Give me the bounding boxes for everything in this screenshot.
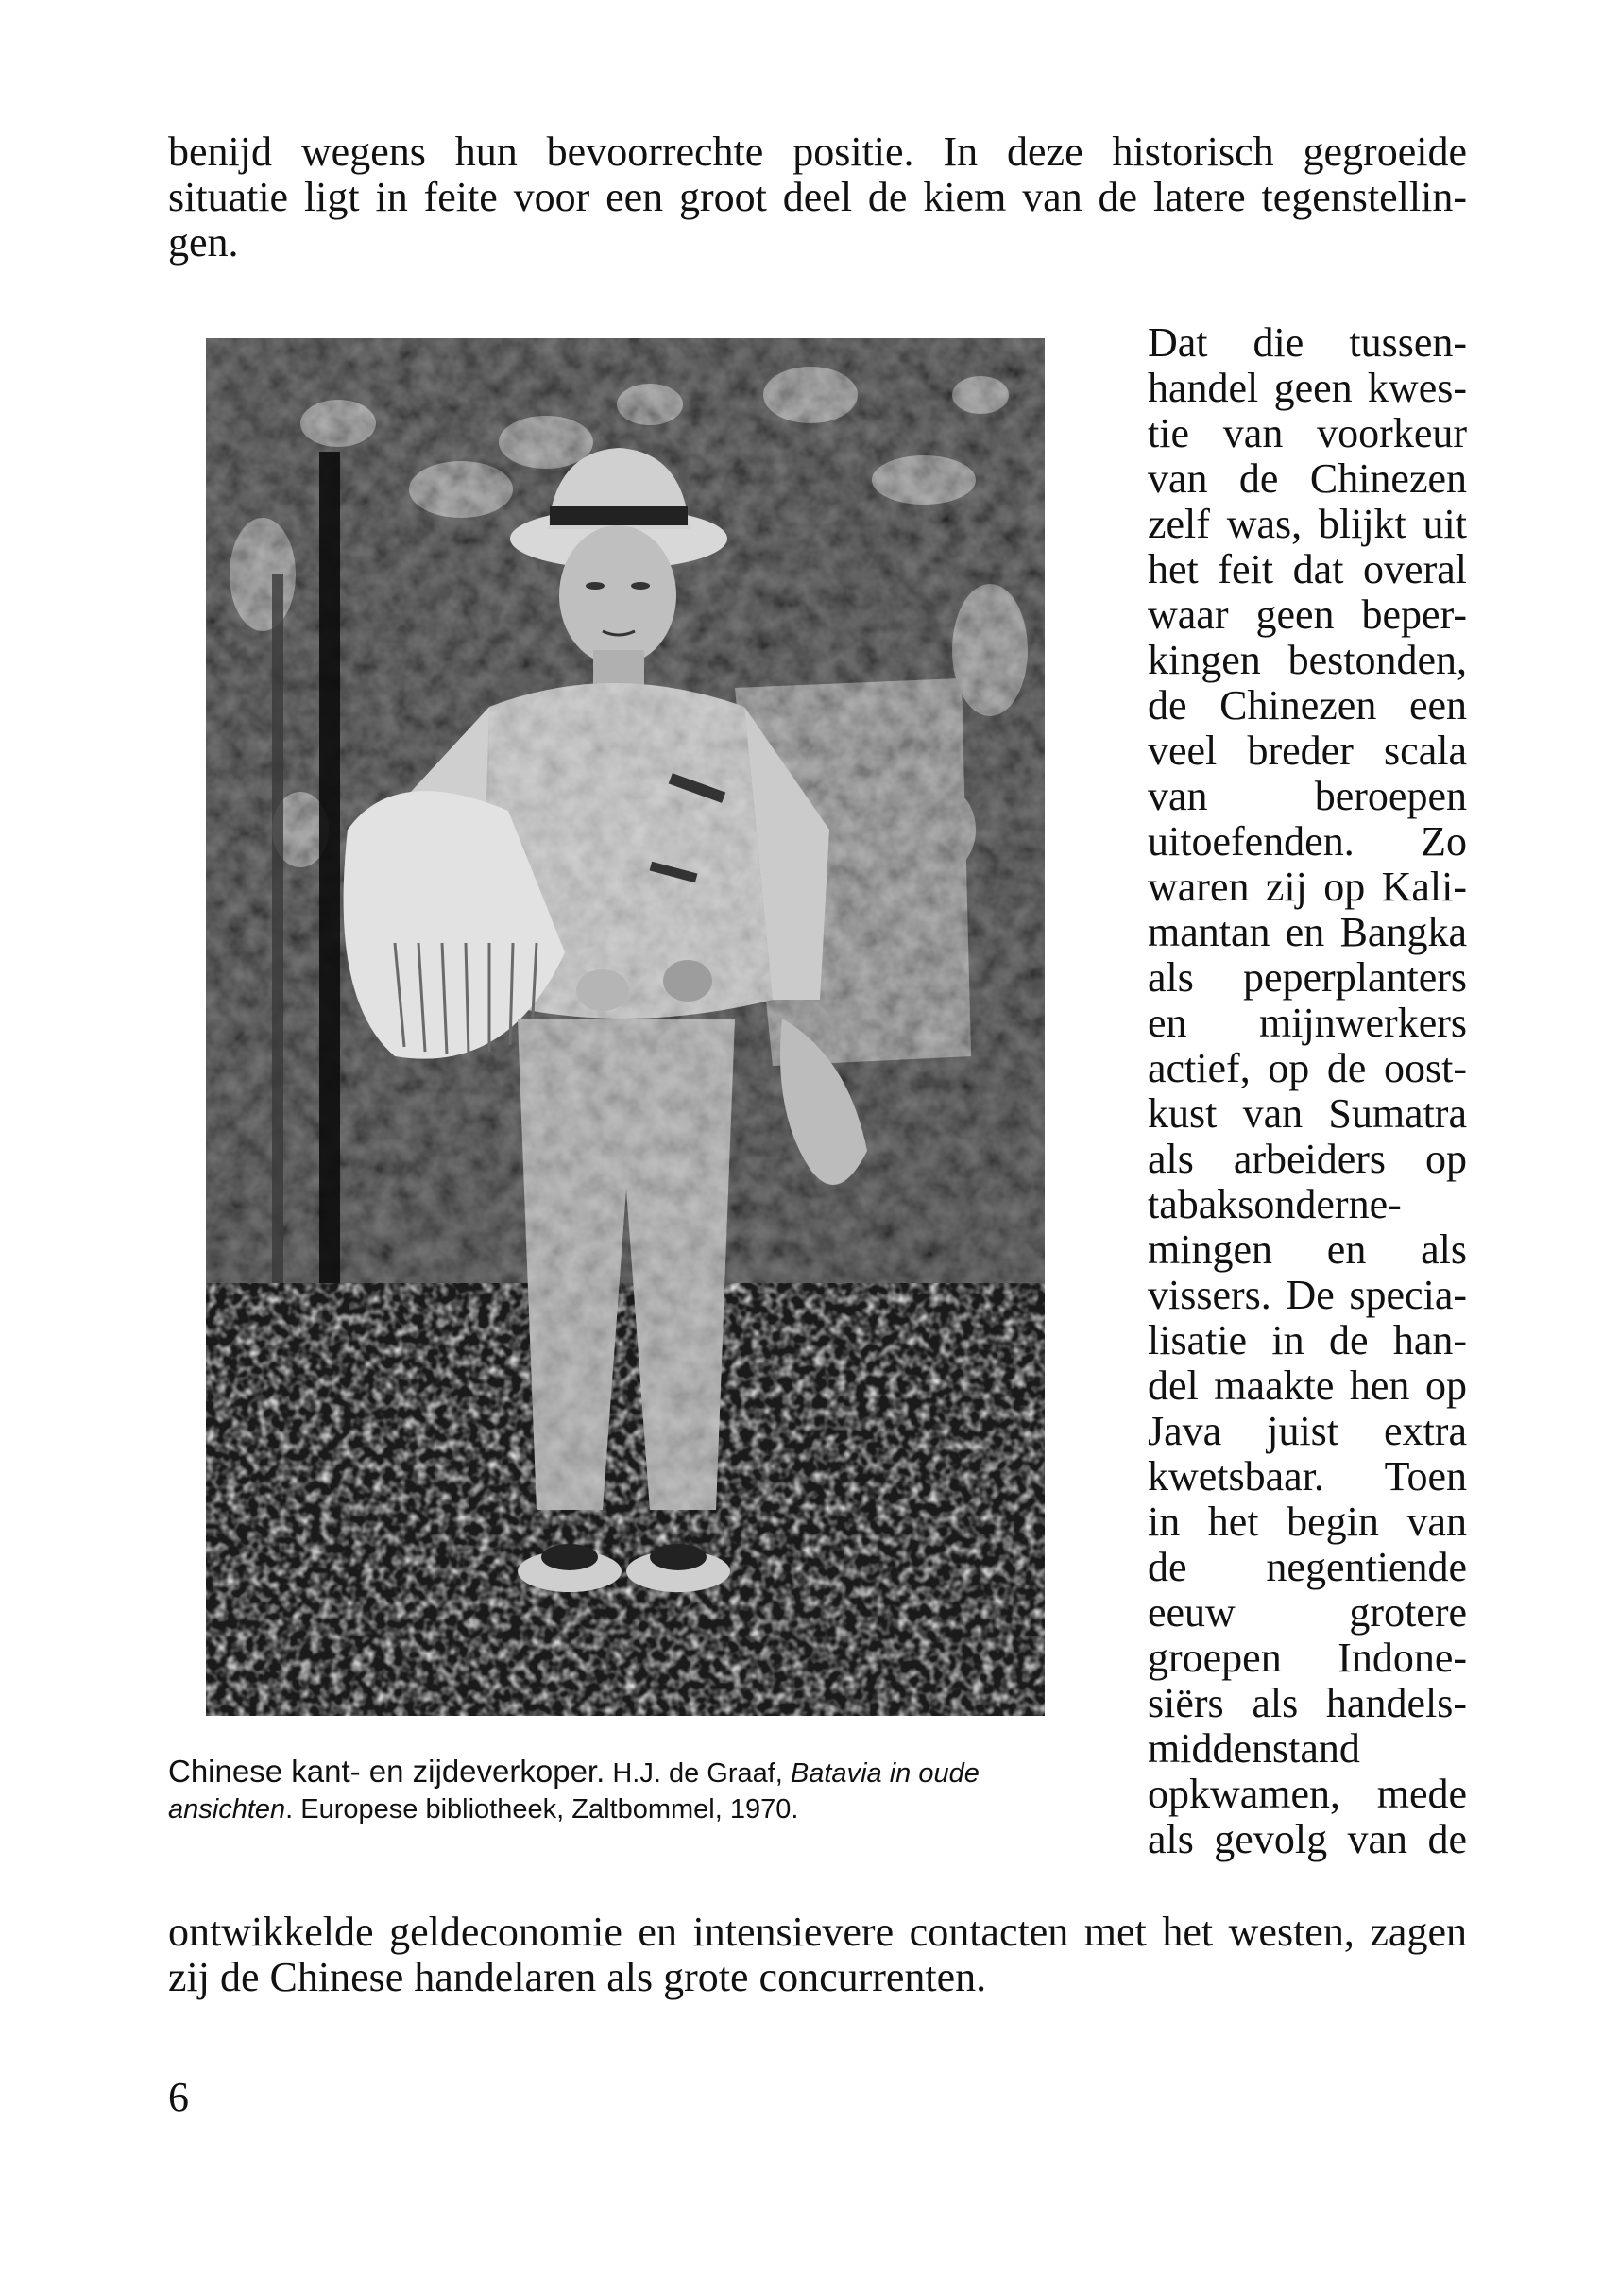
side-line: de negentiende (1148, 1544, 1467, 1590)
closing-paragraph (168, 1910, 1467, 2000)
side-line: tie van voorkeur (1148, 410, 1467, 456)
side-line: als peperplanters (1148, 954, 1467, 1001)
side-line: kingen bestonden, (1148, 637, 1467, 683)
side-line: siërs als handels- (1148, 1680, 1467, 1726)
intro-line: gen. (168, 219, 239, 266)
side-line: als arbeiders op (1148, 1136, 1467, 1182)
side-line: waren zij op Kali- (1148, 864, 1467, 910)
closing-line: ontwikkelde geldeconomie en intensievere contacten met het westen, zagen (168, 1909, 1467, 1955)
side-line: de Chinezen een (1148, 682, 1467, 728)
side-line: het feit dat overal (1148, 546, 1467, 592)
side-line: tabaksonderne- (1148, 1181, 1402, 1227)
intro-line: benijd wegens hun bevoorrechte positie. In deze historisch gegroeide (168, 129, 1467, 175)
side-line: veel breder scala (1148, 728, 1467, 774)
side-column-paragraph (1148, 320, 1467, 1862)
side-line: handel geen kwes- (1148, 365, 1467, 411)
side-line: als gevolg van de (1148, 1816, 1467, 1862)
side-line: actief, op de oost- (1148, 1045, 1467, 1091)
side-line: vissers. De specia- (1148, 1272, 1467, 1318)
photograph (206, 338, 1045, 1716)
page-number: 6 (168, 2074, 189, 2120)
closing-line: zij de Chinese handelaren als grote concurrenten. (168, 1954, 987, 2000)
side-line: mantan en Bangka (1148, 909, 1467, 955)
side-line: waar geen beper- (1148, 591, 1467, 638)
side-line: uitoefenden. Zo (1148, 818, 1467, 865)
side-line: zelf was, blijkt uit (1148, 501, 1467, 547)
side-line: en mijnwerkers (1148, 1000, 1467, 1046)
caption-publisher: . Europese bibliotheek, Zaltbommel, 1970. (285, 1794, 799, 1825)
side-line: mingen en als (1148, 1226, 1467, 1273)
intro-paragraph (168, 129, 1467, 266)
caption-title: Batavia in oude (790, 1758, 980, 1789)
side-line: middenstand (1148, 1725, 1360, 1772)
side-line: eeuw grotere (1148, 1589, 1467, 1636)
side-line: kwetsbaar. Toen (1148, 1453, 1467, 1499)
side-line: del maakte hen op (1148, 1362, 1467, 1409)
side-line: in het begin van (1148, 1499, 1467, 1545)
side-line: van de Chinezen (1148, 455, 1467, 502)
side-line: van beroepen (1148, 773, 1467, 819)
chinese-vendor-photo (206, 338, 1045, 1716)
caption-author: H.J. de Graaf, (612, 1758, 783, 1789)
caption-lead: Chinese kant- en zijdeverkoper. (168, 1754, 605, 1789)
photo-caption (168, 1754, 1113, 1827)
side-line: Java juist extra (1148, 1408, 1467, 1454)
intro-line: situatie ligt in feite voor een groot deel de kiem van de latere tegenstellin- (168, 174, 1467, 220)
caption-title-continued: ansichten (168, 1794, 286, 1825)
side-line: groepen Indone- (1148, 1635, 1467, 1681)
side-line: opkwamen, mede (1148, 1771, 1467, 1817)
side-line: lisatie in de han- (1148, 1317, 1467, 1363)
side-line: Dat die tussen- (1148, 319, 1467, 366)
side-line: kust van Sumatra (1148, 1090, 1467, 1137)
